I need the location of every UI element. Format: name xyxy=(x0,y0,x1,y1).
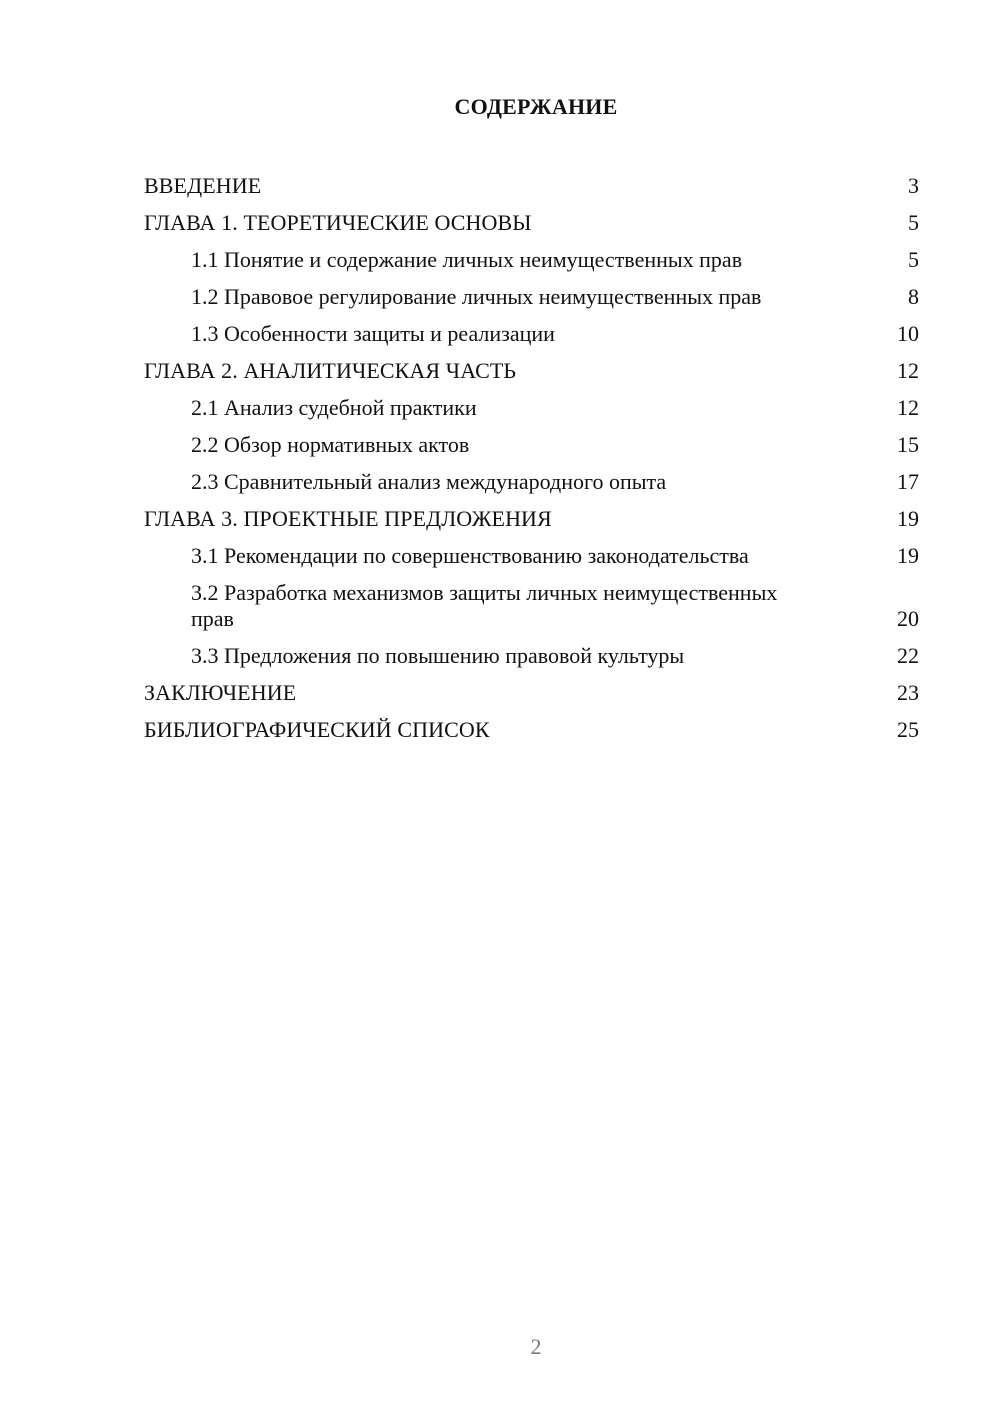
table-of-contents xyxy=(144,168,919,749)
toc-entry-page: 3 xyxy=(908,173,919,198)
toc-entry-page: 22 xyxy=(897,643,919,668)
toc-entry-page: 8 xyxy=(908,284,919,309)
toc-entry-label: ГЛАВА 1. ТЕОРЕТИЧЕСКИЕ ОСНОВЫ xyxy=(144,210,532,235)
toc-entry-label: 1.3 Особенности защиты и реализации xyxy=(191,321,555,346)
toc-entry-page: 19 xyxy=(897,543,919,568)
toc-entry-page: 12 xyxy=(897,395,919,420)
toc-entry-conclusion[interactable] xyxy=(144,675,919,712)
toc-entry-section-3-2[interactable] xyxy=(144,575,919,638)
toc-entry-section-1-3[interactable] xyxy=(144,316,919,353)
toc-entry-label: ГЛАВА 2. АНАЛИТИЧЕСКАЯ ЧАСТЬ xyxy=(144,358,517,383)
toc-entry-introduction[interactable] xyxy=(144,168,919,205)
toc-entry-section-2-3[interactable] xyxy=(144,464,919,501)
toc-title: СОДЕРЖАНИЕ xyxy=(454,94,618,119)
toc-entry-section-2-2[interactable] xyxy=(144,427,919,464)
toc-entry-chapter-2[interactable] xyxy=(144,353,919,390)
toc-entry-page: 23 xyxy=(897,680,919,705)
toc-entry-label: 3.1 Рекомендации по совершенствованию законодательства xyxy=(191,543,749,568)
toc-entry-chapter-3[interactable] xyxy=(144,501,919,538)
toc-entry-page: 20 xyxy=(897,606,919,631)
toc-entry-label: 2.2 Обзор нормативных актов xyxy=(191,432,470,457)
toc-entry-section-3-3[interactable] xyxy=(144,638,919,675)
toc-entry-label: 2.3 Сравнительный анализ международного опыта xyxy=(191,469,667,494)
toc-entry-page: 25 xyxy=(897,717,919,742)
toc-entry-section-2-1[interactable] xyxy=(144,390,919,427)
toc-entry-label: 1.2 Правовое регулирование личных неимущественных прав xyxy=(191,284,762,309)
toc-entry-section-1-2[interactable] xyxy=(144,279,919,316)
toc-entry-label: 3.3 Предложения по повышению правовой культуры xyxy=(191,643,685,668)
toc-entry-page: 10 xyxy=(897,321,919,346)
toc-entry-label: 1.1 Понятие и содержание личных неимущественных прав xyxy=(191,247,743,272)
toc-entry-page: 17 xyxy=(897,469,919,494)
toc-entry-label: ЗАКЛЮЧЕНИЕ xyxy=(144,680,297,705)
toc-entry-section-3-1[interactable] xyxy=(144,538,919,575)
toc-entry-label: 2.1 Анализ судебной практики xyxy=(191,395,477,420)
toc-entry-page: 5 xyxy=(908,210,919,235)
toc-entry-label: ВВЕДЕНИЕ xyxy=(144,173,262,198)
toc-entry-label: 3.2 Разработка механизмов защиты личных неимущественных прав xyxy=(191,580,778,631)
toc-entry-section-1-1[interactable] xyxy=(144,242,919,279)
toc-entry-chapter-1[interactable] xyxy=(144,205,919,242)
toc-entry-page: 19 xyxy=(897,506,919,531)
toc-entry-page: 5 xyxy=(908,247,919,272)
toc-entry-page: 12 xyxy=(897,358,919,383)
toc-entry-bibliography[interactable] xyxy=(144,712,919,749)
toc-entry-label: ГЛАВА 3. ПРОЕКТНЫЕ ПРЕДЛОЖЕНИЯ xyxy=(144,506,552,531)
toc-entry-page: 15 xyxy=(897,432,919,457)
toc-entry-label: БИБЛИОГРАФИЧЕСКИЙ СПИСОК xyxy=(144,717,490,742)
page-number: 2 xyxy=(530,1334,542,1359)
